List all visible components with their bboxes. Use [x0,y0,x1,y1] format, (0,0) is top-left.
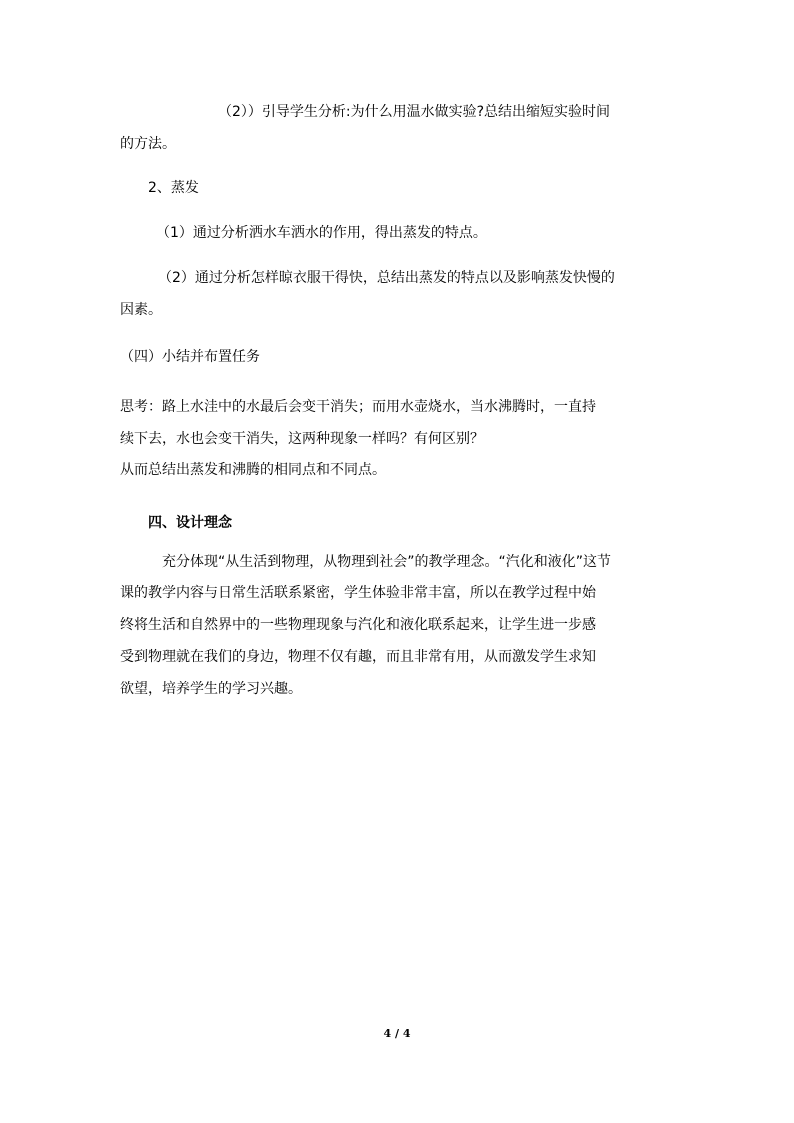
section-heading: 2、蒸发 [148,180,199,196]
paragraph-line: 受到物理就在我们的身边，物理不仅有趣，而且非常有用，从而激发学生求知 [120,649,596,665]
section-heading: 四、设计理念 [148,515,232,531]
paragraph-line: 思考：路上水洼中的水最后会变干消失；而用水壶烧水，当水沸腾时，一直持 [120,399,596,415]
page-number: 4 / 4 [383,1027,411,1040]
list-item: （1）通过分析洒水车洒水的作用，得出蒸发的特点。 [156,225,487,241]
section-heading: （四）小结并布置任务 [120,349,260,365]
paragraph-line: 终将生活和自然界中的一些物理现象与汽化和液化联系起来，让学生进一步感 [120,617,596,633]
paragraph-line: 课的教学内容与日常生活联系紧密，学生体验非常丰富，所以在教学过程中始 [120,585,596,601]
paragraph-line: 的方法。 [120,136,176,152]
list-item-continuation: 因素。 [120,302,162,318]
paragraph-line: （2））引导学生分析:为什么用温水做实验?总结出缩短实验时间 [218,104,611,120]
paragraph-line: 续下去，水也会变干消失，这两种现象一样吗？有何区别？ [120,431,484,447]
paragraph-line: 充分体现“从生活到物理，从物理到社会”的教学理念。“汽化和液化”这节 [162,554,612,570]
paragraph-line: 从而总结出蒸发和沸腾的相同点和不同点。 [120,462,386,478]
list-item: （2）通过分析怎样晾衣服干得快，总结出蒸发的特点以及影响蒸发快慢的 [158,270,615,286]
paragraph-line: 欲望，培养学生的学习兴趣。 [120,681,302,697]
